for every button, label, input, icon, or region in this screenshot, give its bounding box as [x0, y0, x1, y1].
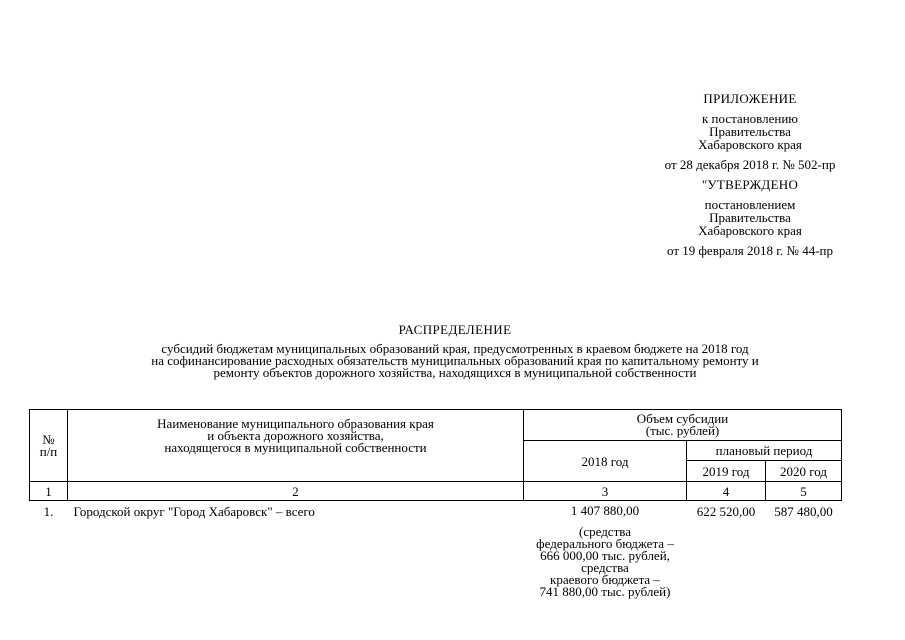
header-planned-period: плановый период: [687, 441, 842, 461]
decree-reference: от 19 февраля 2018 г. № 44-пр: [667, 243, 833, 258]
column-index: 4: [687, 482, 766, 501]
header-2020: 2020 год: [766, 461, 842, 482]
header-volume: Объем субсидии (тыс. рублей): [524, 410, 842, 441]
column-index: 2: [68, 482, 524, 501]
approval-line: Хабаровского края: [698, 137, 802, 152]
decree-reference: от 28 декабря 2018 г. № 502-пр: [664, 157, 836, 172]
funding-note: (средства федерального бюджета – 666 000,00 тыс. рублей, средства краевого бюджета – 741 880,00 тыс. рублей): [536, 524, 674, 599]
subtitle-line: ремонту объектов дорожного хозяйства, находящихся в муниципальной собственности: [213, 365, 697, 380]
column-index-row: [30, 482, 842, 501]
table-row: [30, 501, 842, 599]
document-title: РАСПРЕДЕЛЕНИЕ: [398, 322, 512, 337]
row-number: 1.: [43, 504, 54, 519]
subtitle-line: на софинансирование расходных обязательств муниципальных образований края по капитальному ремонту и: [151, 353, 759, 368]
approval-line: постановлением: [704, 197, 796, 212]
approval-line: Правительства: [709, 124, 791, 139]
row-value-2020: 587 480,00: [774, 504, 833, 519]
column-index: 3: [524, 482, 687, 501]
approval-line: к постановлению: [701, 111, 799, 126]
approval-block: [630, 92, 870, 257]
header-number: № п/п: [30, 410, 68, 482]
header-2019: 2019 год: [687, 461, 766, 482]
subsidy-table: [29, 409, 842, 598]
approved-label: "УТВЕРЖДЕНО: [701, 177, 799, 192]
row-value-2018: [524, 501, 687, 599]
document-subtitle: [60, 343, 850, 379]
approval-line: Правительства: [709, 210, 791, 225]
appendix-label: ПРИЛОЖЕНИЕ: [703, 91, 797, 106]
subtitle-line: субсидий бюджетам муниципальных образований края, предусмотренных в краевом бюджете на 2018 год: [161, 341, 749, 356]
column-index: 5: [766, 482, 842, 501]
value-2018: 1 407 880,00: [570, 503, 640, 518]
header-2018: 2018 год: [524, 441, 687, 482]
header-name: Наименование муниципального образования края и объекта дорожного хозяйства, находящегося в муниципальной собственности: [68, 410, 524, 482]
row-value-2019: 622 520,00: [696, 504, 756, 519]
column-index: 1: [30, 482, 68, 501]
approval-line: Хабаровского края: [698, 223, 802, 238]
row-name: Городской округ "Город Хабаровск" – всего: [73, 504, 315, 519]
